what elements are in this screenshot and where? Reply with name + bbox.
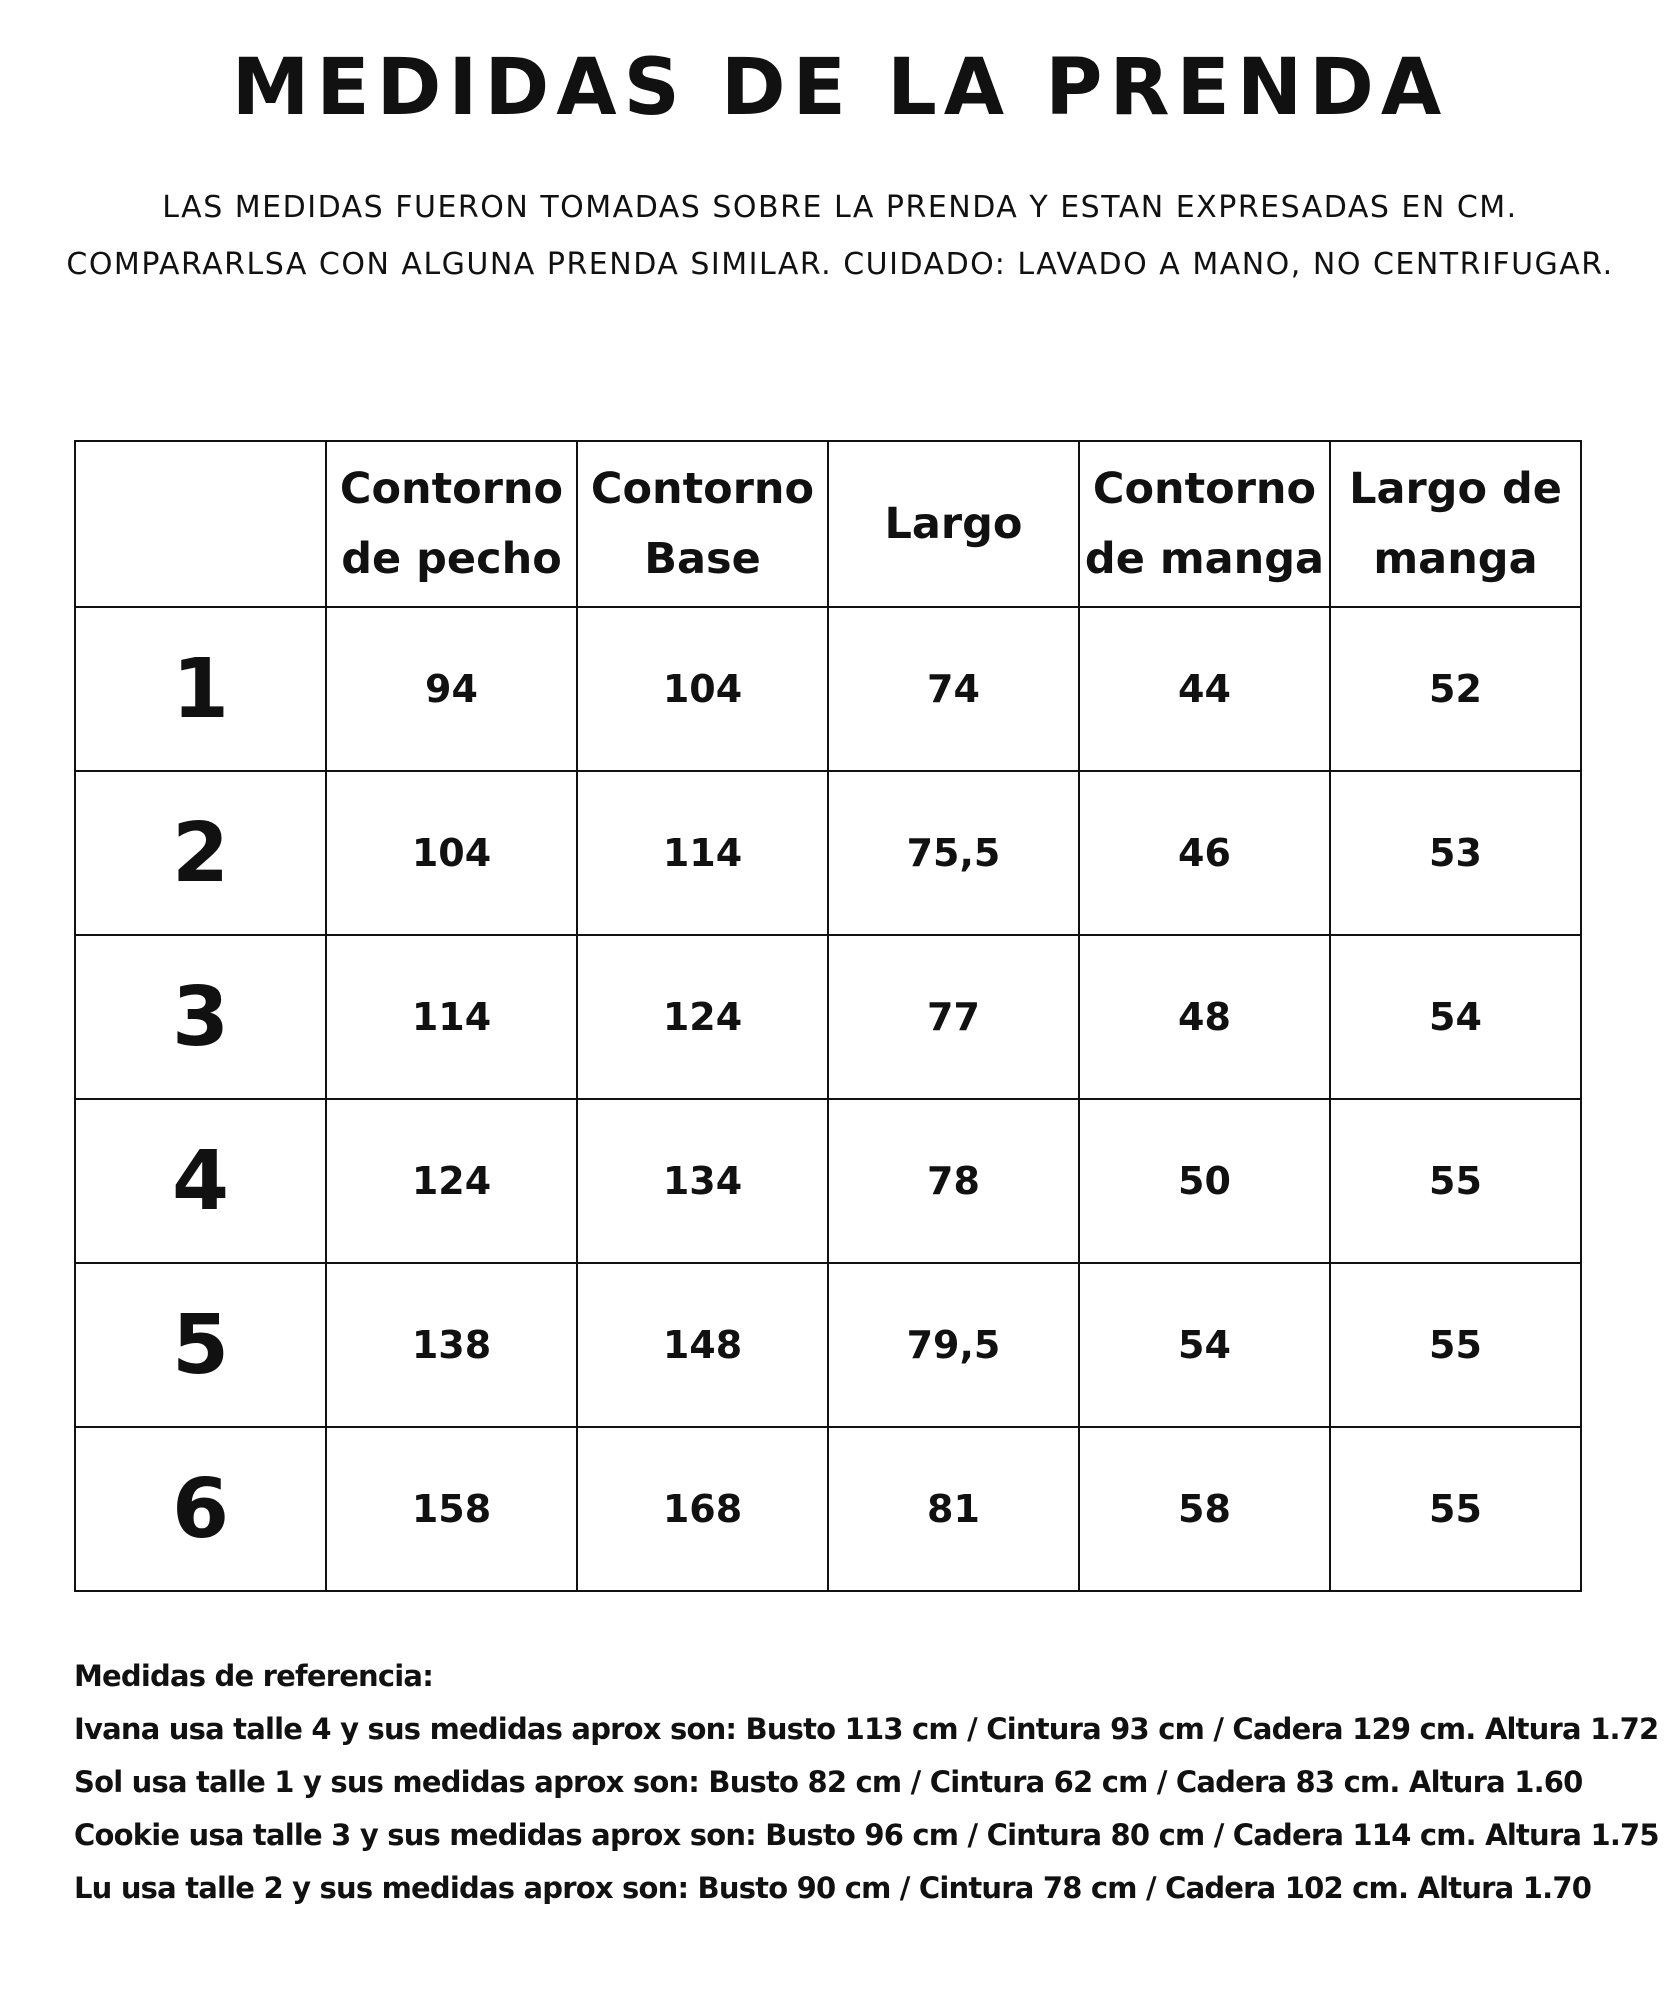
table-cell: 54	[1330, 935, 1581, 1099]
table-row	[75, 935, 1581, 1099]
table-cell: 79,5	[828, 1263, 1079, 1427]
reference-measurements	[74, 1650, 1659, 1915]
size-table	[74, 440, 1582, 1592]
table-header-row	[75, 441, 1581, 607]
table-cell: 81	[828, 1427, 1079, 1591]
header-contorno-de-pecho: Contorno de pecho	[326, 441, 577, 607]
table-cell: 158	[326, 1427, 577, 1591]
table-cell: 104	[577, 607, 828, 771]
subtitle-line-1: LAS MEDIDAS FUERON TOMADAS SOBRE LA PRENDA Y ESTAN EXPRESADAS EN CM.	[162, 190, 1518, 225]
reference-line: Sol usa talle 1 y sus medidas aprox son: Busto 82 cm / Cintura 62 cm / Cadera 83 cm. Altura 1.60	[74, 1765, 1583, 1799]
table-cell: 48	[1079, 935, 1330, 1099]
table-cell: 134	[577, 1099, 828, 1263]
table-cell: 46	[1079, 771, 1330, 935]
table-cell: 74	[828, 607, 1079, 771]
table-cell: 53	[1330, 771, 1581, 935]
size-label: 5	[75, 1263, 326, 1427]
table-row	[75, 1427, 1581, 1591]
table-cell: 94	[326, 607, 577, 771]
table-row	[75, 771, 1581, 935]
table-cell: 75,5	[828, 771, 1079, 935]
size-label: 3	[75, 935, 326, 1099]
table-row	[75, 607, 1581, 771]
page-title: MEDIDAS DE LA PRENDA	[231, 43, 1449, 133]
table-row	[75, 1099, 1581, 1263]
table-cell: 168	[577, 1427, 828, 1591]
table-cell: 50	[1079, 1099, 1330, 1263]
size-label: 1	[75, 607, 326, 771]
table-row	[75, 1263, 1581, 1427]
header-largo-de-manga: Largo de manga	[1330, 441, 1581, 607]
size-label: 2	[75, 771, 326, 935]
table-cell: 78	[828, 1099, 1079, 1263]
reference-line: Lu usa talle 2 y sus medidas aprox son: Busto 90 cm / Cintura 78 cm / Cadera 102 cm. Altura 1.70	[74, 1871, 1592, 1905]
table-cell: 138	[326, 1263, 577, 1427]
table-cell: 114	[577, 771, 828, 935]
table-cell: 52	[1330, 607, 1581, 771]
table-cell: 44	[1079, 607, 1330, 771]
reference-line: Cookie usa talle 3 y sus medidas aprox son: Busto 96 cm / Cintura 80 cm / Cadera 114 cm. Altura 1.75	[74, 1818, 1659, 1852]
table-cell: 55	[1330, 1099, 1581, 1263]
header-contorno-de-manga: Contorno de manga	[1079, 441, 1330, 607]
table-cell: 58	[1079, 1427, 1330, 1591]
header-largo: Largo	[828, 441, 1079, 607]
subtitle-line-2: COMPARARLSA CON ALGUNA PRENDA SIMILAR. CUIDADO: LAVADO A MANO, NO CENTRIFUGAR.	[66, 247, 1614, 282]
header-corner-cell	[75, 441, 326, 607]
reference-line: Ivana usa talle 4 y sus medidas aprox son: Busto 113 cm / Cintura 93 cm / Cadera 129 cm. Altura 1.72	[74, 1712, 1659, 1746]
table-cell: 77	[828, 935, 1079, 1099]
size-label: 4	[75, 1099, 326, 1263]
reference-heading: Medidas de referencia:	[74, 1659, 434, 1693]
table-cell: 55	[1330, 1427, 1581, 1591]
table-cell: 104	[326, 771, 577, 935]
table-cell: 148	[577, 1263, 828, 1427]
header-contorno-base: Contorno Base	[577, 441, 828, 607]
table-cell: 114	[326, 935, 577, 1099]
table-cell: 124	[326, 1099, 577, 1263]
table-cell: 54	[1079, 1263, 1330, 1427]
table-cell: 55	[1330, 1263, 1581, 1427]
table-cell: 124	[577, 935, 828, 1099]
size-label: 6	[75, 1427, 326, 1591]
